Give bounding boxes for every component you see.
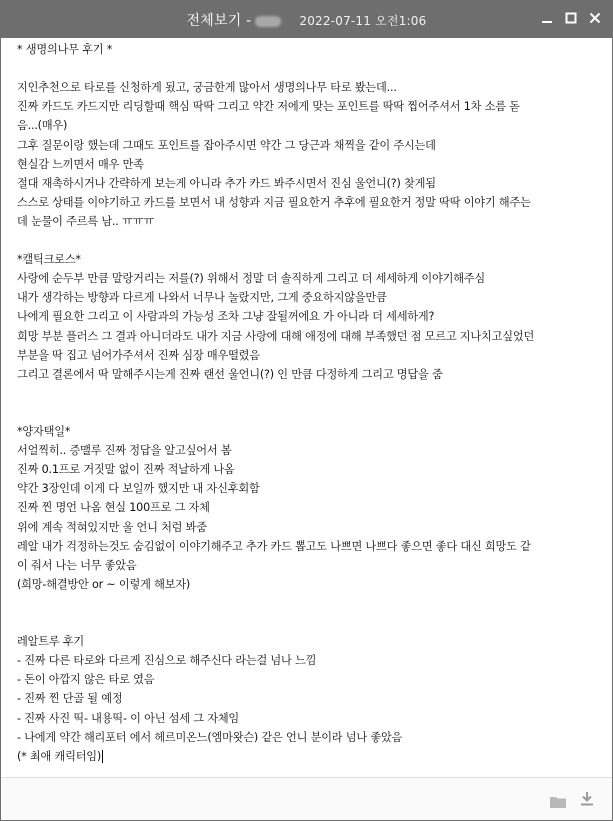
window-controls	[538, 9, 604, 27]
text-line: 내가 생각하는 방향과 다르게 나와서 너무나 놀랐지만, 그게 중요하지않을만큼	[17, 291, 387, 305]
text-line: 진짜 찐 명언 나옴 현실 100프로 그 자체	[17, 501, 210, 515]
text-line: - 진짜 사진 띡- 내용띡- 이 아닌 섬세 그 자체임	[17, 711, 240, 725]
text-caret	[102, 750, 103, 763]
note-text-area[interactable]	[1, 38, 612, 778]
text-line: 스스로 상태를 이야기하고 카드를 보면서 내 성향과 지금 필요한거 추후에 필요한거 정말 딱딱 이야기 해주는	[17, 195, 531, 209]
text-line: 진짜 0.1프로 거짓말 없이 진짜 적날하게 나옴	[17, 463, 235, 477]
download-icon[interactable]	[580, 791, 594, 806]
text-line: 위에 계속 적혀있지만 울 언니 처럼 봐줌	[17, 520, 207, 534]
text-line: *양자택일*	[17, 425, 71, 438]
text-line: - 돈이 아깝지 않은 타로 였음	[17, 673, 155, 687]
maximize-icon[interactable]	[562, 9, 580, 27]
minimize-icon[interactable]	[538, 9, 556, 27]
window-title	[1, 10, 612, 30]
redacted-author	[255, 16, 281, 27]
text-line: 레알 내가 걱정하는것도 숨김없이 이야기해주고 추가 카드 뽑고도 나쁘면 나쁘다 좋으면 좋다 대신 희망도 같	[17, 539, 531, 553]
text-line: 절대 재촉하시거나 간략하게 보는게 아니라 추가 카드 봐주시면서 진심 울언니(?) 찾게됨	[17, 176, 436, 190]
text-line: 이 줘서 나는 너무 좋았음	[17, 558, 137, 572]
text-line: 레알트루 후기	[17, 635, 84, 649]
text-line: 희망 부분 플러스 그 결과 아니더라도 내가 지금 사랑에 대해 애정에 대해 부족했던 점 모르고 지나치고싶었던	[17, 329, 535, 343]
title-bar[interactable]	[1, 1, 612, 38]
text-line: 데 눈물이 주르륵 남.. ㅠㅠㅠ	[17, 214, 154, 228]
window-title-text: 전체보기 -	[186, 13, 252, 29]
text-line: * 생명의나무 후기 *	[17, 43, 113, 56]
text-line: 음...(매우)	[17, 119, 68, 133]
text-line: 그후 질문이랑 했는데 그때도 포인트를 잡아주시면 약간 그 당근과 채찍을 같이 주시는데	[17, 138, 436, 152]
text-line: - 진짜 다른 타로와 다르게 진심으로 해주신다 라는걸 넘나 느낌	[17, 654, 317, 668]
text-line: 부분을 딱 집고 넘어가주셔서 진짜 심장 매우떨렸음	[17, 348, 260, 362]
bottom-toolbar	[1, 777, 612, 820]
window-timestamp: 2022-07-11 오전1:06	[299, 14, 427, 28]
text-line: - 진짜 찐 단골 될 예정	[17, 692, 123, 706]
text-line: (희망-해결방안 or ~ 이렇게 해보자)	[17, 577, 191, 591]
close-icon[interactable]	[586, 9, 604, 27]
text-line: 나에게 필요한 그리고 이 사람과의 가능성 조차 그냥 잘될꺼에요 가 아니라 더 세세하게?	[17, 310, 435, 324]
text-line: 약간 3장인데 이게 다 보일까 했지만 내 자신후회함	[17, 482, 260, 496]
text-line: 그리고 결론에서 딱 말해주시는게 진짜 랜선 울언니(?) 인 만큼 다정하게 그리고 명답을 줌	[17, 367, 443, 381]
text-line: 현실감 느끼면서 매우 만족	[17, 157, 144, 171]
text-line: 진짜 카드도 카드지만 리딩할때 핵심 딱딱 그리고 약간 저에게 맞는 포인트를 딱딱 찝어주셔서 1차 소름 돋	[17, 100, 520, 114]
text-line: 사랑에 순두부 만큼 말랑거리는 저를(?) 위해서 정말 더 솔직하게 그리고 더 세세하게 이야기해주심	[17, 272, 486, 286]
text-line: 지인추천으로 타로를 신청하게 됬고, 궁금한게 많아서 생명의나무 타로 봤는데...	[17, 81, 397, 95]
text-line: (* 최애 캐릭터임)	[17, 749, 102, 763]
text-line: 서얼찍히.. 증맬루 진짜 정답을 알고싶어서 봄	[17, 444, 232, 458]
folder-icon[interactable]	[550, 793, 566, 805]
text-line: *캘틱크로스*	[17, 253, 81, 267]
text-line: - 나에게 약간 해리포터 에서 헤르미온느(엠마왓슨) 같은 언니 분이라 넘나 좋았음	[17, 730, 403, 744]
